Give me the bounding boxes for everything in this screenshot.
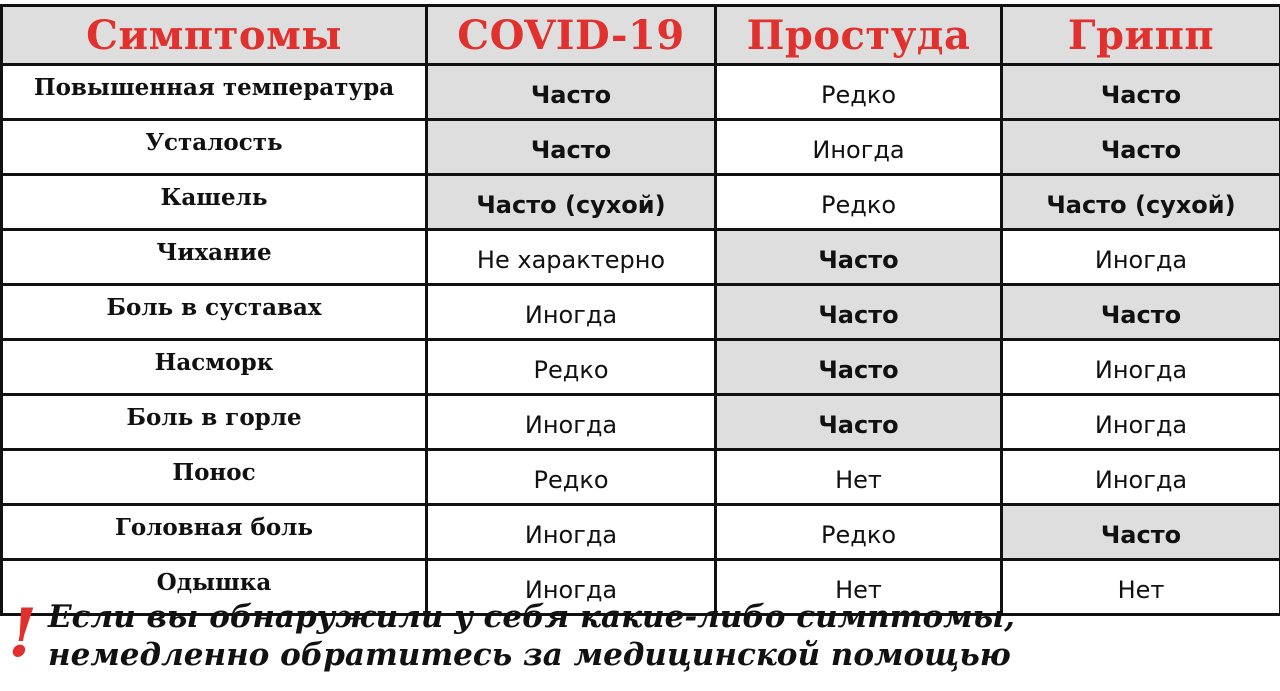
symptom-label: Насморк [2, 340, 427, 395]
flu-cell: Часто [1002, 120, 1280, 175]
flu-cell: Иногда [1002, 395, 1280, 450]
exclamation-icon: ! [8, 594, 37, 672]
flu-cell: Часто (сухой) [1002, 175, 1280, 230]
table-row [2, 340, 1280, 395]
notice-text [48, 598, 1015, 674]
table-row [2, 120, 1280, 175]
symptom-label: Усталость [2, 120, 427, 175]
covid-cell: Часто [427, 65, 716, 120]
symptom-label: Одышка [2, 560, 427, 615]
covid-cell: Редко [427, 450, 716, 505]
flu-cell: Часто [1002, 505, 1280, 560]
covid-cell: Иногда [427, 285, 716, 340]
cold-cell: Редко [716, 505, 1002, 560]
medical-notice [8, 594, 1268, 678]
cold-cell: Нет [716, 560, 1002, 615]
symptom-label: Повышенная температура [2, 65, 427, 120]
symptom-label: Понос [2, 450, 427, 505]
notice-line-1: Если вы обнаружили у себя какие-либо симптомы, [48, 599, 1015, 635]
cold-cell: Часто [716, 395, 1002, 450]
symptoms-table [0, 4, 1280, 616]
table-row [2, 230, 1280, 285]
notice-line-2: немедленно обратитесь за медицинской помощью [48, 637, 1011, 673]
header-symptoms: Симптомы [2, 6, 427, 65]
symptom-label: Кашель [2, 175, 427, 230]
table-row [2, 450, 1280, 505]
flu-cell: Иногда [1002, 340, 1280, 395]
table-row [2, 175, 1280, 230]
cold-cell: Часто [716, 285, 1002, 340]
cold-cell: Редко [716, 175, 1002, 230]
flu-cell: Часто [1002, 285, 1280, 340]
cold-cell: Часто [716, 340, 1002, 395]
covid-cell: Редко [427, 340, 716, 395]
table-row [2, 505, 1280, 560]
flu-cell: Иногда [1002, 450, 1280, 505]
cold-cell: Редко [716, 65, 1002, 120]
table-row [2, 65, 1280, 120]
flu-cell: Нет [1002, 560, 1280, 615]
covid-cell: Иногда [427, 395, 716, 450]
symptom-label: Боль в суставах [2, 285, 427, 340]
header-cold: Простуда [716, 6, 1002, 65]
table-header-row [2, 6, 1280, 65]
flu-cell: Иногда [1002, 230, 1280, 285]
covid-cell: Не характерно [427, 230, 716, 285]
cold-cell: Иногда [716, 120, 1002, 175]
covid-cell: Часто (сухой) [427, 175, 716, 230]
header-covid: COVID-19 [427, 6, 716, 65]
header-flu: Грипп [1002, 6, 1280, 65]
symptom-label: Боль в горле [2, 395, 427, 450]
symptom-label: Головная боль [2, 505, 427, 560]
cold-cell: Нет [716, 450, 1002, 505]
covid-cell: Часто [427, 120, 716, 175]
symptom-label: Чихание [2, 230, 427, 285]
table-row [2, 285, 1280, 340]
flu-cell: Часто [1002, 65, 1280, 120]
covid-cell: Иногда [427, 560, 716, 615]
table-row [2, 395, 1280, 450]
cold-cell: Часто [716, 230, 1002, 285]
covid-cell: Иногда [427, 505, 716, 560]
